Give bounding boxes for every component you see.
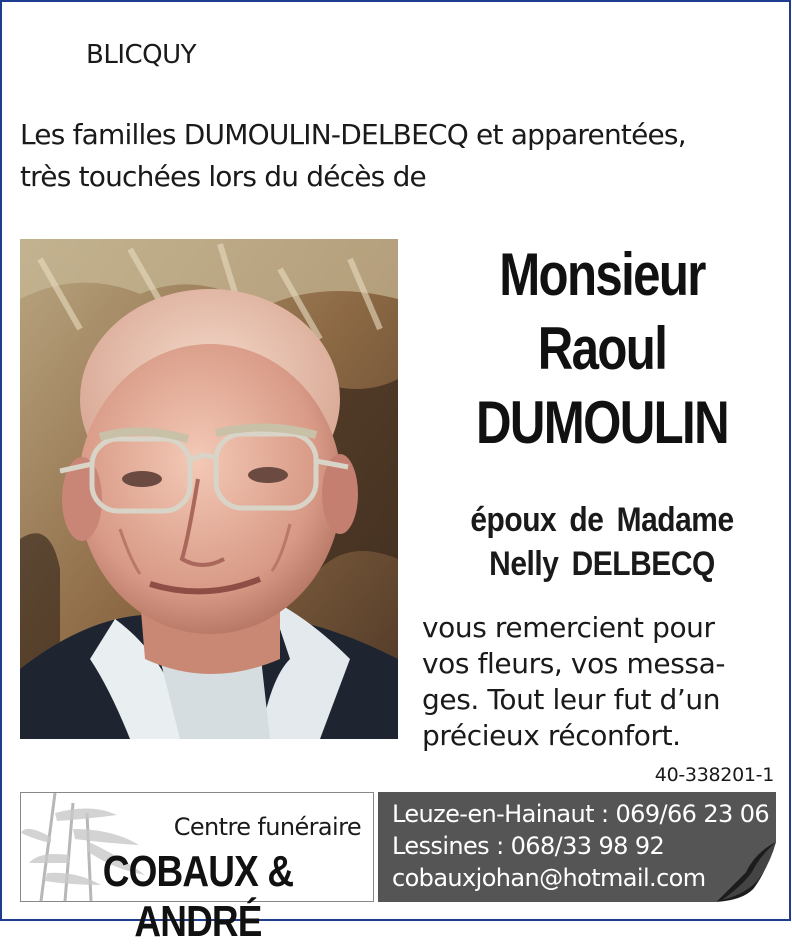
intro-text bbox=[20, 114, 780, 198]
contact-email: cobauxjohan@hotmail.com bbox=[392, 864, 706, 892]
spouse-line: Nelly DELBECQ bbox=[489, 545, 715, 583]
spouse-info bbox=[412, 498, 792, 586]
deceased-title: Monsieur bbox=[499, 241, 705, 308]
intro-line: Les familles DUMOULIN-DELBECQ et apparentées, bbox=[20, 118, 686, 151]
contact-panel bbox=[378, 792, 776, 902]
reference-number: 40-338201-1 bbox=[654, 764, 774, 786]
thanks-line: ges. Tout leur fut d’un bbox=[422, 683, 721, 716]
contact-lessines-phone: Lessines : 068/33 98 92 bbox=[392, 832, 665, 860]
funeral-home-brand bbox=[20, 792, 374, 946]
page-curl-icon bbox=[716, 842, 776, 902]
deceased-name bbox=[412, 238, 792, 460]
location-heading: BLICQUY bbox=[86, 40, 197, 70]
thanks-line: vos fleurs, vos messa- bbox=[422, 647, 726, 680]
deceased-last-name: DUMOULIN bbox=[476, 389, 728, 456]
contact-leuze-phone: Leuze-en-Hainaut : 069/66 23 06 bbox=[392, 800, 770, 828]
intro-line: très touchées lors du décès de bbox=[20, 160, 426, 193]
deceased-first-name: Raoul bbox=[537, 315, 667, 382]
portrait-photo bbox=[20, 239, 398, 739]
spouse-line: époux de Madame bbox=[470, 501, 734, 539]
portrait-illustration bbox=[20, 239, 398, 739]
funeral-home-name: COBAUX & ANDRÉ bbox=[102, 847, 294, 946]
thanks-line: précieux réconfort. bbox=[422, 719, 681, 752]
thanks-line: vous remercient pour bbox=[422, 611, 715, 644]
funeral-home-subtitle: Centre funéraire bbox=[173, 813, 361, 841]
thanks-text bbox=[422, 610, 776, 754]
